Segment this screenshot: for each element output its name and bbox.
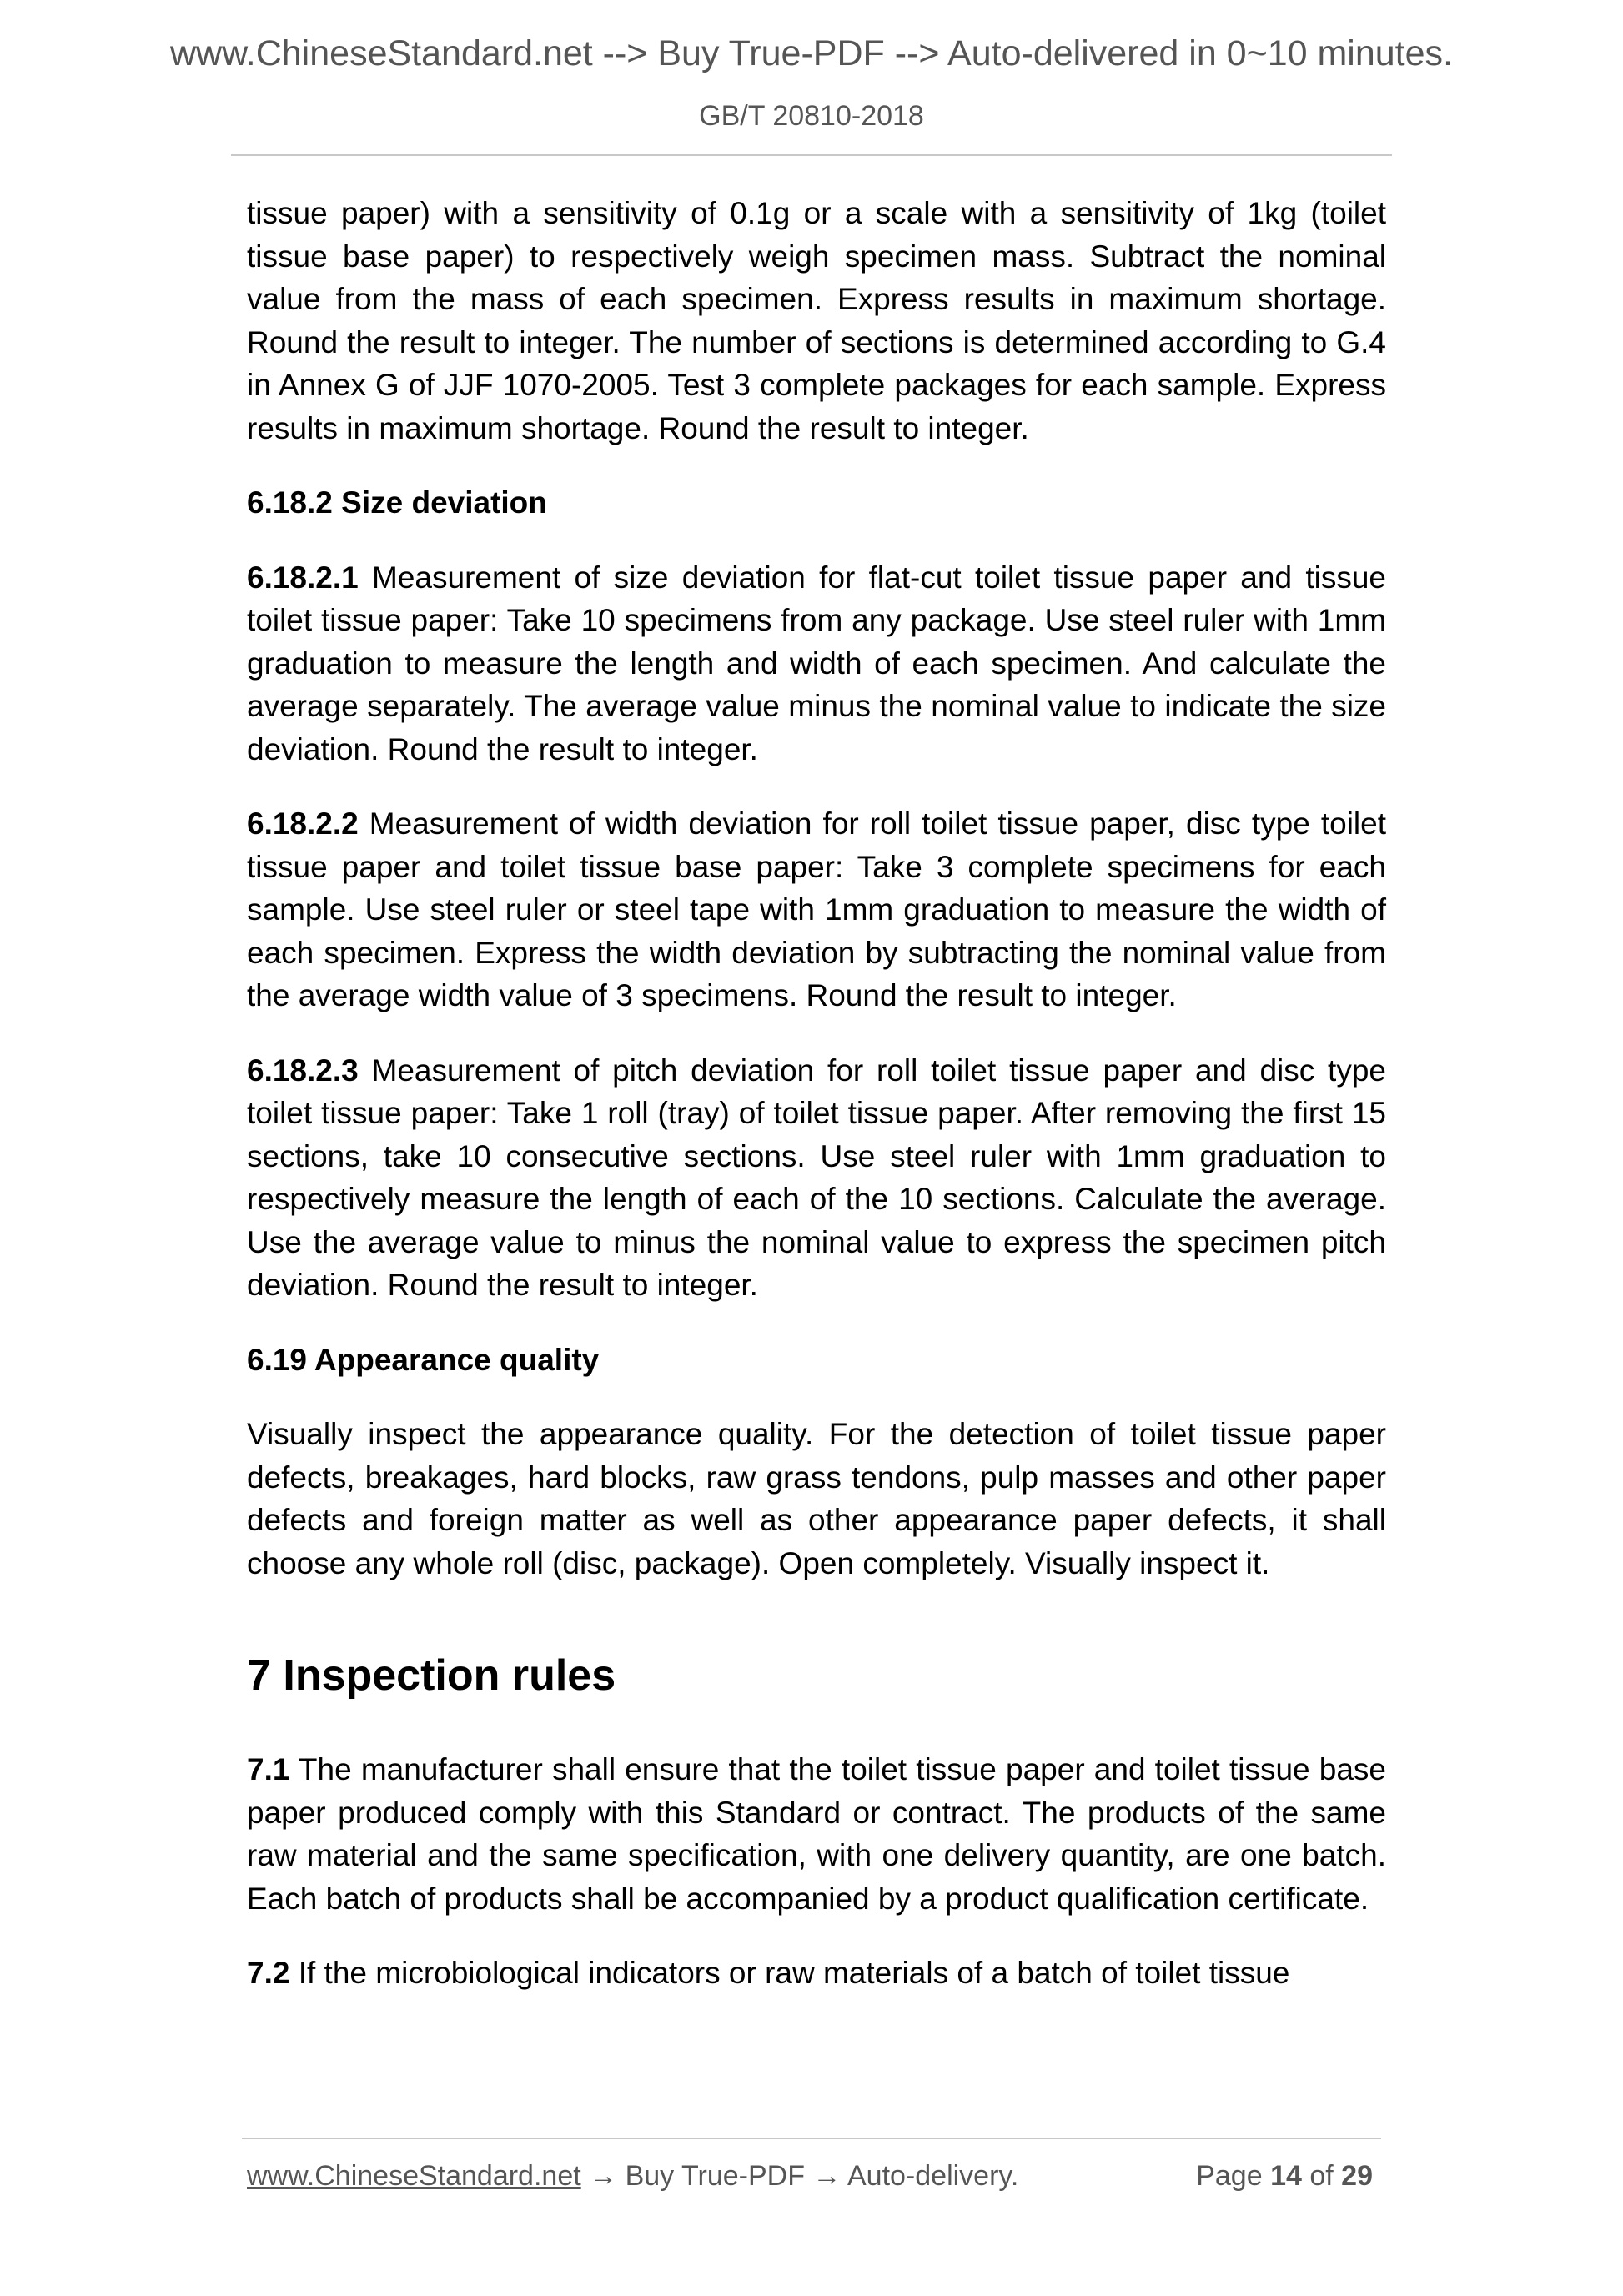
page-label: Page: [1196, 2160, 1263, 2192]
clause-number: 6.18.2.2: [247, 806, 359, 841]
page-total: 29: [1341, 2160, 1373, 2192]
page-indicator: [1196, 2160, 1373, 2193]
footer-tagline: → Buy True-PDF → Auto-delivery.: [580, 2160, 1019, 2192]
document-body: [247, 192, 1386, 2027]
paragraph-6-18-2-2: [247, 802, 1386, 1017]
clause-text: Measurement of pitch deviation for roll toilet tissue paper and disc type toilet tissue paper: Take 1 roll (tray) of toilet tissue paper. After removing the first 15 sections, take 10 consecutive sections. Use steel ruler with 1mm graduation to respectively measure the length of each of the 10 sections. Calculate the average. Use the average value to minus the nominal value to express the specimen pitch deviation. Round the result to integer.: [247, 1053, 1386, 1302]
page-footer: [247, 2160, 1381, 2193]
heading-6-19: 6.19 Appearance quality: [247, 1342, 600, 1377]
clause-number: 6.18.2.1: [247, 560, 359, 595]
clause-text: The manufacturer shall ensure that the toilet tissue paper and toilet tissue base paper produced comply with this Standard or contract. The products of the same raw material and the same specification, with one delivery quantity, are one batch. Each batch of products shall be accompanied by a product qualification certificate.: [247, 1752, 1386, 1916]
header-divider: [231, 154, 1392, 156]
clause-text: Measurement of size deviation for flat-cut toilet tissue paper and tissue toilet tissue paper: Take 10 specimens from any package. Use steel ruler with 1mm graduation to measure the length and width of each specimen. And calculate the average separately. The average value minus the nominal value to indicate the size deviation. Round the result to integer.: [247, 560, 1386, 766]
paragraph-6-18-2-3: [247, 1049, 1386, 1307]
clause-number: 7.1: [247, 1752, 290, 1786]
top-banner: www.ChineseStandard.net --> Buy True-PDF --> Auto-delivered in 0~10 minutes.: [169, 33, 1453, 73]
clause-text: If the microbiological indicators or raw materials of a batch of toilet tissue: [289, 1956, 1290, 1990]
of-label: of: [1309, 2160, 1334, 2192]
paragraph-7-2: [247, 1952, 1386, 1995]
footer-divider: [242, 2138, 1381, 2139]
clause-number: 7.2: [247, 1956, 290, 1990]
paragraph-intro: tissue paper) with a sensitivity of 0.1g or a scale with a sensitivity of 1kg (toilet tissue base paper) to respectively weigh specimen mass. Subtract the nominal value from the mass of each specimen. Express results in maximum shortage. Round the result to integer. The number of sections is determined according to G.4 in Annex G of JJF 1070-2005. Test 3 complete packages for each sample. Express results in maximum shortage. Round the result to integer.: [247, 196, 1386, 445]
heading-6-18-2: 6.18.2 Size deviation: [247, 485, 547, 520]
clause-number: 6.18.2.3: [247, 1053, 359, 1088]
page-number: 14: [1270, 2160, 1302, 2192]
site-link[interactable]: www.ChineseStandard.net: [247, 2160, 581, 2192]
standard-code: GB/T 20810-2018: [699, 100, 924, 132]
chapter-heading-7: 7 Inspection rules: [247, 1651, 616, 1700]
paragraph-6-19: Visually inspect the appearance quality. For the detection of toilet tissue paper defects, breakages, hard blocks, raw grass tendons, pulp masses and other paper defects and foreign matter as well as other appearance paper defects, it shall choose any whole roll (disc, package). Open completely. Visually inspect it.: [247, 1417, 1386, 1580]
paragraph-6-18-2-1: [247, 556, 1386, 771]
clause-text: Measurement of width deviation for roll toilet tissue paper, disc type toilet tissue paper and toilet tissue base paper: Take 3 complete specimens for each sample. Use steel ruler or steel tape with 1mm graduation to measure the width of each specimen. Express the width deviation by subtracting the nominal value from the average width value of 3 specimens. Round the result to integer.: [247, 806, 1386, 1012]
paragraph-7-1: [247, 1748, 1386, 1920]
